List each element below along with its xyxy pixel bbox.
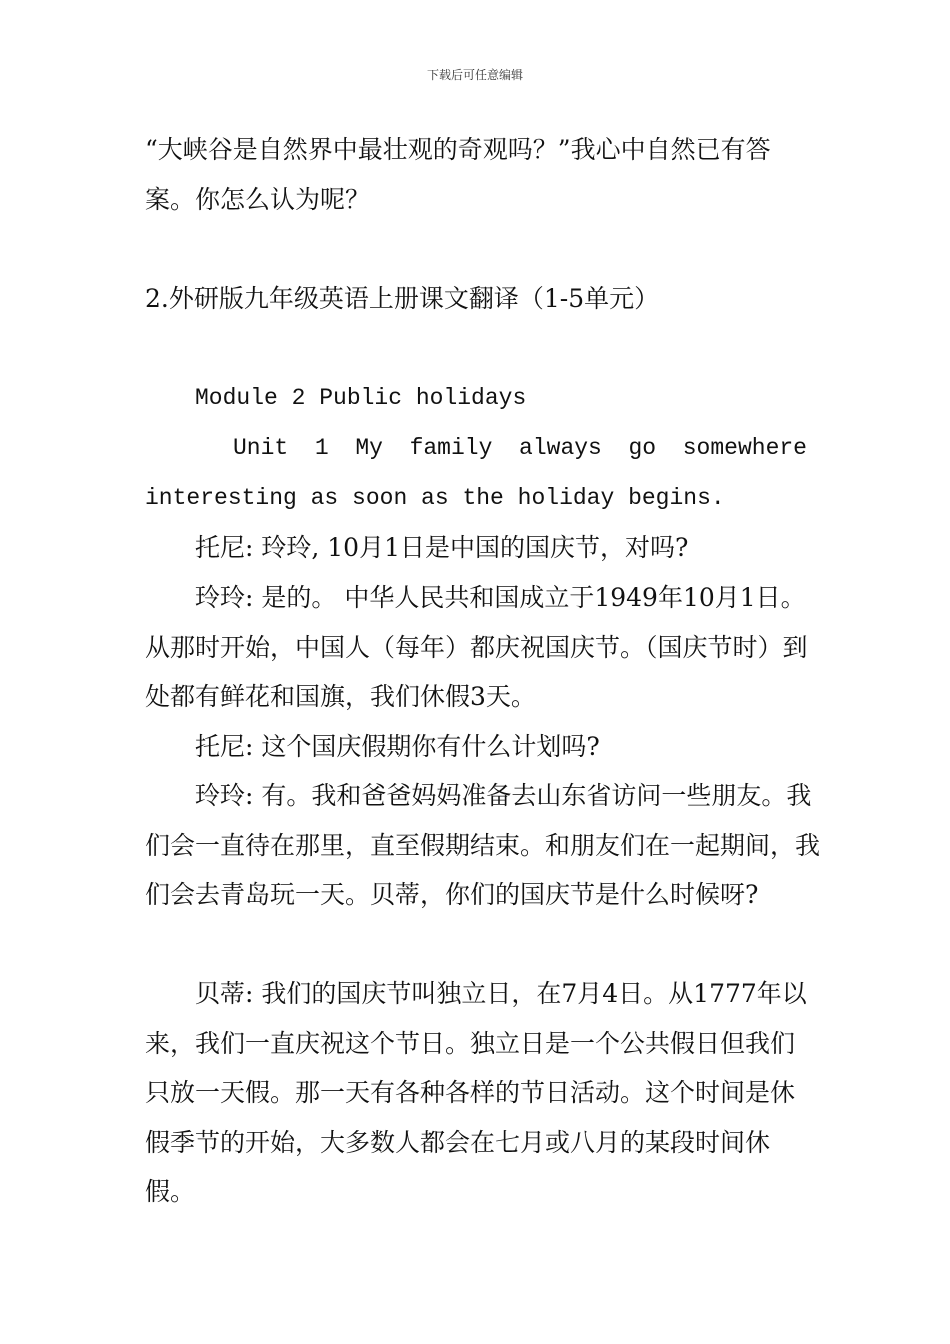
page-header-note: 下载后可任意编辑	[426, 68, 523, 82]
unit-word: 1	[314, 435, 329, 461]
dialogue-line-5: 贝蒂: 我们的国庆节叫独立日，在7月4日。从1777年以来，我们一直庆祝这个节日。独立日是一个公共假日但我们只放一天假。那一天有各种各样的节日活动。这个时间是休假季节的开始，大多数人都会在七月或八月的某段时间休假。	[145, 979, 807, 1206]
unit-word: Unit	[233, 435, 289, 461]
unit-word: family	[409, 435, 493, 461]
unit-title	[145, 424, 807, 523]
module-title: Module 2 Public holidays	[195, 385, 527, 411]
unit-word: always	[519, 435, 602, 461]
dialogue-line-3: 托尼: 这个国庆假期你有什么计划吗?	[195, 732, 600, 761]
dialogue-line-2: 玲玲: 是的。 中华人民共和国成立于1949年10月1日。从那时开始，中国人（每年）都庆祝国庆节。（国庆节时）到处都有鲜花和国旗，我们休假3天。	[145, 583, 808, 711]
unit-title-second-line: interesting as soon as the holiday begins.	[145, 484, 725, 511]
section-heading: 2.外研版九年级英语上册课文翻译（1-5单元）	[145, 284, 660, 313]
unit-word: somewhere	[682, 435, 807, 461]
unit-word: My	[355, 435, 383, 461]
dialogue-line-4: 玲玲: 有。我和爸爸妈妈准备去山东省访问一些朋友。我们会一直待在那里，直至假期结束。和朋友们在一起期间，我们会去青岛玩一天。贝蒂，你们的国庆节是什么时候呀?	[145, 781, 821, 909]
unit-word: go	[628, 435, 657, 461]
paragraph-grand-canyon: “大峡谷是自然界中最壮观的奇观吗？”我心中自然已有答案。你怎么认为呢？	[145, 135, 771, 214]
dialogue-line-1: 托尼: 玲玲, 10月1日是中国的国庆节，对吗?	[195, 533, 689, 562]
unit-title-first-line	[145, 424, 807, 474]
